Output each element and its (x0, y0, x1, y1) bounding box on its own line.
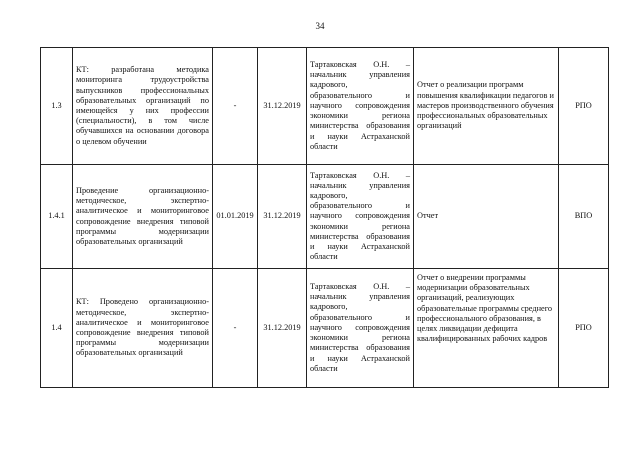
row-type: ВПО (559, 165, 609, 269)
row-responsible: Тартаковская О.Н. – начальник управления кадрового, образовательного и научного сопровождения экономики региона министерства образования и науки Астраханской области (307, 165, 414, 269)
row-start-date: - (213, 269, 258, 388)
row-description: КТ: разработана методика мониторинга трудоустройства выпускников профессиональных образовательных организаций по имеющейся у них профессии (специальности), в том числе обучавшихся на основании договора о целевом обучении (73, 48, 213, 165)
row-result: Отчет (414, 165, 559, 269)
row-description: Проведение организационно-методическое, экспертно-аналитическое и мониторинговое сопровождение внедрения типовой программы модернизации образовательных организаций (73, 165, 213, 269)
table-row (41, 269, 609, 388)
row-end-date: 31.12.2019 (258, 165, 307, 269)
row-number: 1.4 (41, 269, 73, 388)
table-row (41, 48, 609, 165)
row-responsible: Тартаковская О.Н. – начальник управления кадрового, образовательного и научного сопровождения экономики региона министерства образования и науки Астраханской области (307, 269, 414, 388)
plan-table (40, 47, 609, 388)
row-number: 1.3 (41, 48, 73, 165)
row-start-date: - (213, 48, 258, 165)
row-result: Отчет о реализации программ повышения квалификации педагогов и мастеров производственного обучения профессиональных образовательных организаций (414, 48, 559, 165)
row-type: РПО (559, 48, 609, 165)
row-responsible: Тартаковская О.Н. – начальник управления кадрового, образовательного и научного сопровождения экономики региона министерства образования и науки Астраханской области (307, 48, 414, 165)
row-type: РПО (559, 269, 609, 388)
table-row (41, 165, 609, 269)
row-end-date: 31.12.2019 (258, 48, 307, 165)
page-number: 34 (315, 21, 325, 31)
row-end-date: 31.12.2019 (258, 269, 307, 388)
row-description: КТ: Проведено организационно-методическое, экспертно-аналитическое и мониторинговое сопровождение внедрения типовой программы модернизации образовательных организаций (73, 269, 213, 388)
row-result: Отчет о внедрении программы модернизации образовательных организаций, реализующих образовательные программы среднего профессионального образования, в целях ликвидации дефицита квалифицированных рабочих кадров (414, 269, 559, 388)
row-number: 1.4.1 (41, 165, 73, 269)
row-start-date: 01.01.2019 (213, 165, 258, 269)
